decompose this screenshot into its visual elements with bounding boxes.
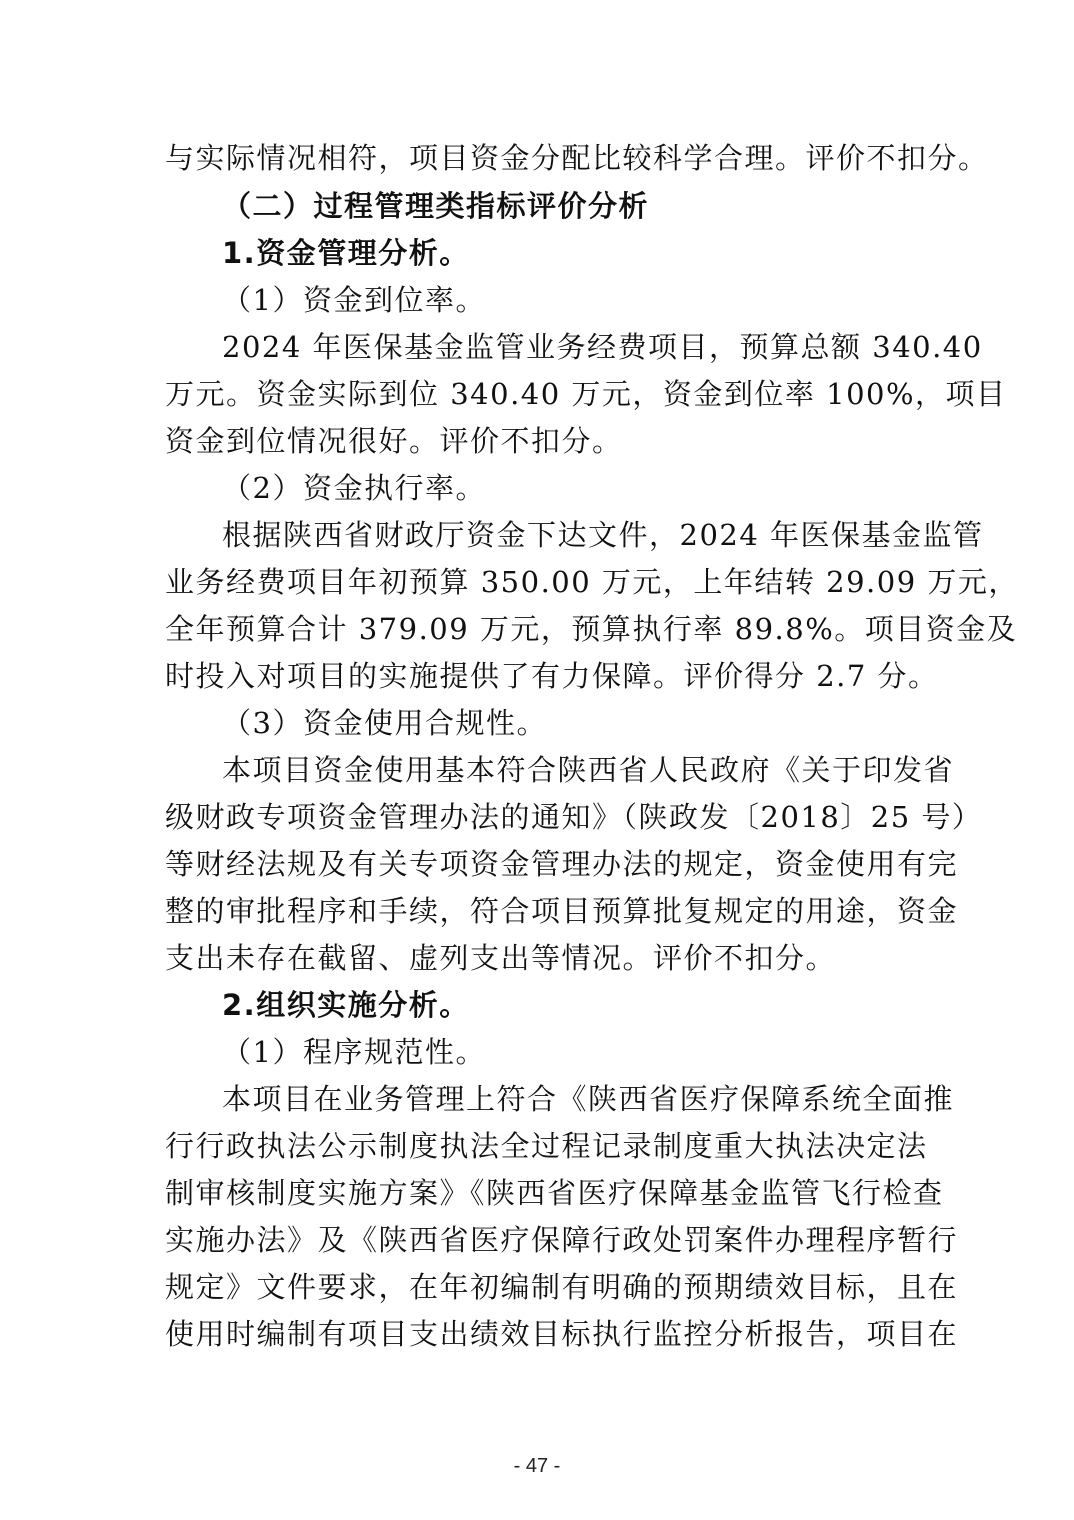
paragraph-line: 2024 年医保基金监管业务经费项目，预算总额 340.40 bbox=[222, 330, 983, 364]
section-heading: （二）过程管理类指标评价分析 bbox=[222, 189, 650, 223]
paragraph-line: 实施办法》及《陕西省医疗保障行政处罚案件办理程序暂行 bbox=[165, 1223, 959, 1257]
subsection-heading: 2.组织实施分析。 bbox=[222, 988, 470, 1022]
paragraph-line: 与实际情况相符，项目资金分配比较科学合理。评价不扣分。 bbox=[165, 141, 989, 175]
item-heading: （2）资金执行率。 bbox=[222, 471, 486, 505]
paragraph-line: 本项目资金使用基本符合陕西省人民政府《关于印发省 bbox=[222, 753, 955, 787]
subsection-heading: 1.资金管理分析。 bbox=[222, 236, 470, 270]
paragraph-line: 级财政专项资金管理办法的通知》（陕政发〔2018〕25 号） bbox=[165, 800, 983, 834]
paragraph-line: 全年预算合计 379.09 万元，预算执行率 89.8%。项目资金及 bbox=[165, 612, 1018, 646]
paragraph-line: 本项目在业务管理上符合《陕西省医疗保障系统全面推 bbox=[222, 1082, 955, 1116]
paragraph-line: 使用时编制有项目支出绩效目标执行监控分析报告，项目在 bbox=[165, 1317, 959, 1351]
paragraph-line: 支出未存在截留、虚列支出等情况。评价不扣分。 bbox=[165, 941, 837, 975]
page-number: - 47 - bbox=[513, 1455, 561, 1477]
paragraph-line: 行行政执法公示制度执法全过程记录制度重大执法决定法 bbox=[165, 1129, 928, 1163]
paragraph-line: 根据陕西省财政厅资金下达文件，2024 年医保基金监管 bbox=[222, 518, 984, 552]
paragraph-line: 规定》文件要求，在年初编制有明确的预期绩效目标，且在 bbox=[165, 1270, 959, 1304]
paragraph-line: 资金到位情况很好。评价不扣分。 bbox=[165, 424, 623, 458]
paragraph-line: 万元。资金实际到位 340.40 万元，资金到位率 100%，项目 bbox=[165, 377, 1007, 411]
paragraph-line: 整的审批程序和手续，符合项目预算批复规定的用途，资金 bbox=[165, 894, 959, 928]
paragraph-line: 制审核制度实施方案》《陕西省医疗保障基金监管飞行检查 bbox=[165, 1176, 944, 1210]
paragraph-line: 业务经费项目年初预算 350.00 万元，上年结转 29.09 万元， bbox=[165, 565, 1019, 599]
item-heading: （3）资金使用合规性。 bbox=[222, 706, 547, 740]
paragraph-line: 时投入对项目的实施提供了有力保障。评价得分 2.7 分。 bbox=[165, 659, 939, 693]
item-heading: （1）资金到位率。 bbox=[222, 283, 486, 317]
paragraph-line: 等财经法规及有关专项资金管理办法的规定，资金使用有完 bbox=[165, 847, 959, 881]
item-heading: （1）程序规范性。 bbox=[222, 1035, 486, 1069]
